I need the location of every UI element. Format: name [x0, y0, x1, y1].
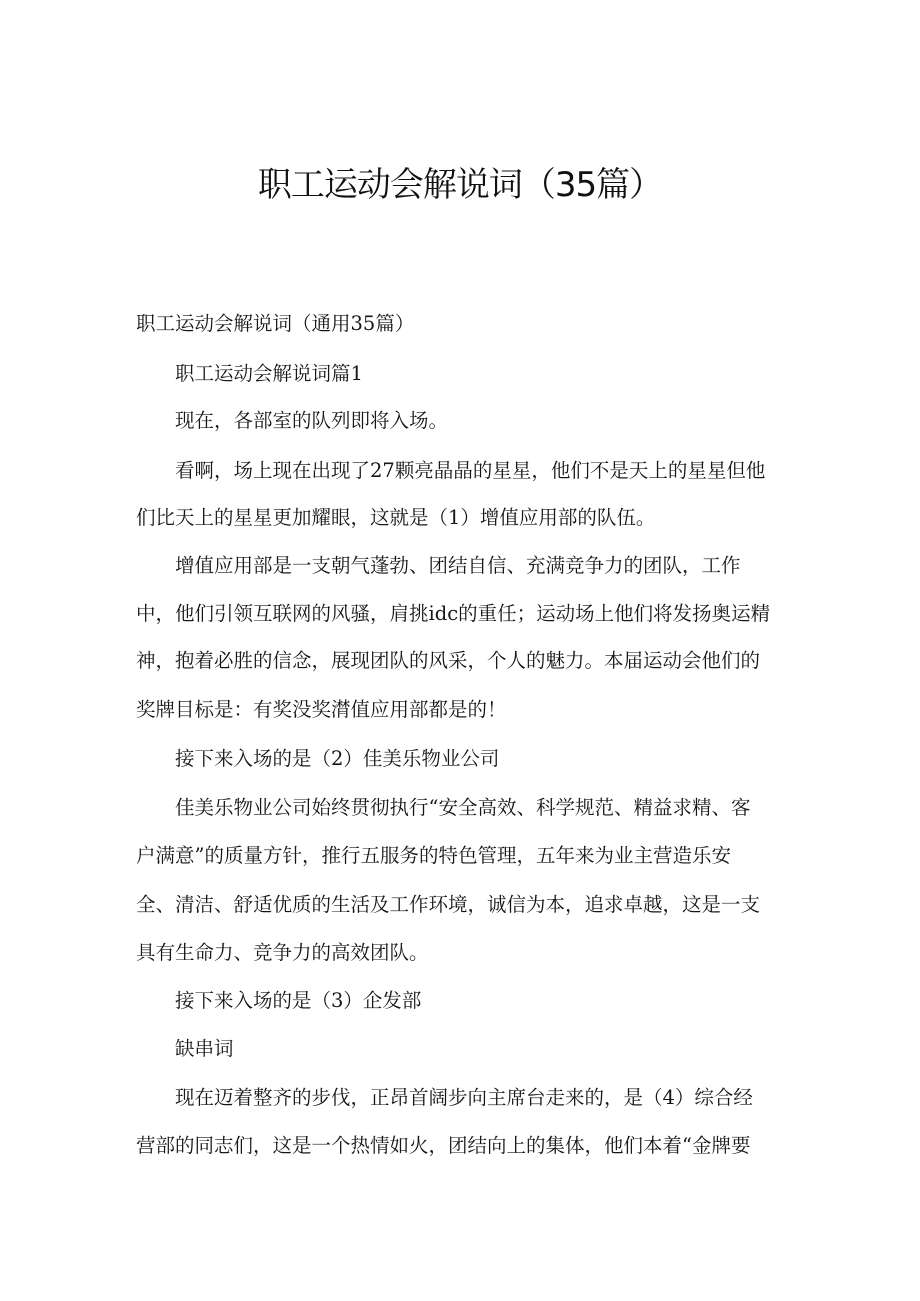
- section-heading: 职工运动会解说词篇1: [175, 362, 363, 385]
- paragraph-line: 营部的同志们，这是一个热情如火，团结向上的集体，他们本着“金牌要: [136, 1134, 751, 1157]
- paragraph-line: 接下来入场的是（3）企发部: [175, 989, 422, 1012]
- paragraph-line: 具有生命力、竞争力的高效团队。: [136, 941, 429, 964]
- paragraph-line: 看啊，场上现在出现了27颗亮晶晶的星星，他们不是天上的星星但他: [175, 459, 766, 482]
- paragraph-line: 户满意”的质量方针，推行五服务的特色管理，五年来为业主营造乐安: [136, 844, 731, 867]
- paragraph-line: 全、清洁、舒适优质的生活及工作环境，诚信为本，追求卓越，这是一支: [136, 893, 761, 916]
- paragraph-line: 现在，各部室的队列即将入场。: [175, 409, 449, 432]
- paragraph-line: 接下来入场的是（2）佳美乐物业公司: [175, 747, 500, 770]
- paragraph-line: 现在迈着整齐的步伐，正昂首阔步向主席台走来的，是（4）综合经: [175, 1086, 753, 1109]
- paragraph-line: 佳美乐物业公司始终贯彻执行“安全高效、科学规范、精益求精、客: [175, 796, 751, 819]
- paragraph-line: 中，他们引领互联网的风骚，肩挑idc的重任；运动场上他们将发扬奥运精: [136, 602, 771, 625]
- paragraph-line: 们比天上的星星更加耀眼，这就是（1）增值应用部的队伍。: [136, 506, 656, 529]
- document-subtitle: 职工运动会解说词（通用35篇）: [136, 312, 415, 335]
- paragraph-line: 神，抱着必胜的信念，展现团队的风采，个人的魅力。本届运动会他们的: [136, 649, 761, 672]
- document-title: 职工运动会解说词（35篇）: [257, 165, 663, 205]
- paragraph-line: 奖牌目标是：有奖没奖潸值应用部都是的！: [136, 698, 507, 721]
- paragraph-line: 增值应用部是一支朝气蓬勃、团结自信、充满竞争力的团队，工作: [175, 554, 741, 577]
- paragraph-line: 缺串词: [175, 1037, 234, 1060]
